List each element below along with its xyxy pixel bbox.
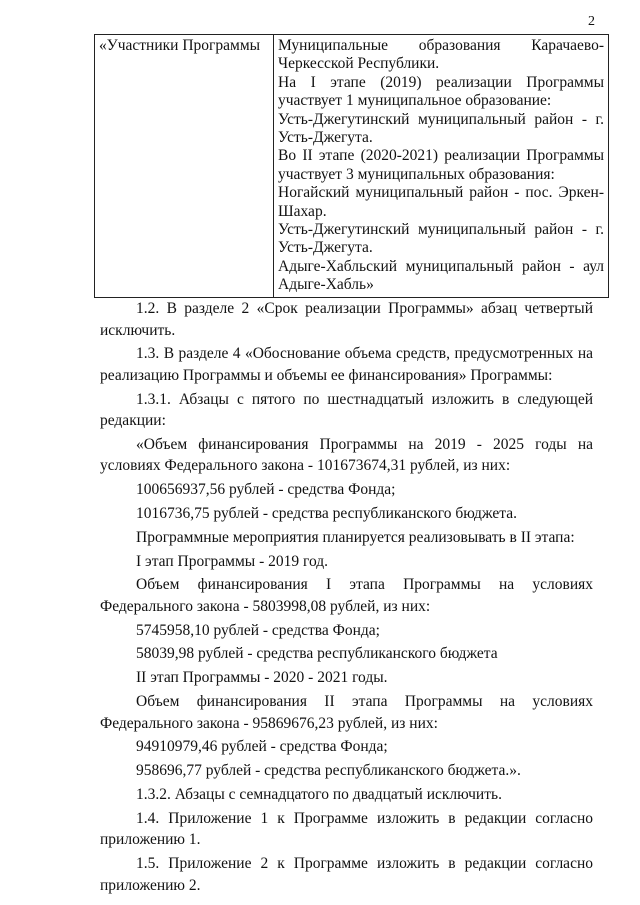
table-line: На I этапе (2019) реализации Программы участвует 1 муниципальное образование: <box>278 73 604 110</box>
page-number: 2 <box>588 14 595 29</box>
paragraph: 1.3.2. Абзацы с семнадцатого по двадцатый исключить. <box>136 785 502 803</box>
document-body <box>100 298 593 898</box>
paragraph: «Объем финансирования Программы на 2019 - 2025 годы на условиях Федерального закона - 101673674,31 рублей, из них: <box>100 435 593 475</box>
table-line: Усть-Джегутинский муниципальный район - г. Усть-Джегута. <box>278 221 604 257</box>
paragraph: 58039,98 рублей - средства республиканского бюджета <box>136 645 498 663</box>
paragraph: 1016736,75 рублей - средства республиканского бюджета. <box>136 504 517 522</box>
paragraph: I этап Программы - 2019 год. <box>136 552 329 570</box>
paragraph: 5745958,10 рублей - средства Фонда; <box>136 621 380 639</box>
paragraph: 100656937,56 рублей - средства Фонда; <box>136 481 396 499</box>
table-line: Адыге-Хабльский муниципальный район - аул Адыге-Хабль» <box>278 257 604 294</box>
paragraph: 1.3. В разделе 4 «Обоснование объема средств, предусмотренных на реализацию Программы и объемы ее финансирования» Программы: <box>100 345 593 384</box>
paragraph: Программные мероприятия планируется реализовывать в II этапа: <box>136 528 575 546</box>
paragraph: 958696,77 рублей - средства республиканского бюджета.». <box>136 762 521 780</box>
table-row <box>95 35 609 298</box>
table-cell-label: «Участники Программы <box>95 35 274 298</box>
paragraph: 1.5. Приложение 2 к Программе изложить в редакции согласно приложению 2. <box>100 855 593 894</box>
paragraph: Объем финансирования II этапа Программы на условиях Федерального закона - 95869676,23 рублей, из них: <box>100 693 593 732</box>
paragraph: 1.2. В разделе 2 «Срок реализации Программы» абзац четвертый исключить. <box>100 300 593 339</box>
table-line: Во II этапе (2020-2021) реализации Программы участвует 3 муниципальных образования: <box>278 147 604 183</box>
paragraph: 94910979,46 рублей - средства Фонда; <box>136 738 388 756</box>
table-cell-content <box>274 35 609 298</box>
table-line: Муниципальные образования Карачаево-Черкесской Республики. <box>278 37 604 73</box>
paragraph: 1.3.1. Абзацы с пятого по шестнадцатый изложить в следующей редакции: <box>100 390 593 430</box>
paragraph: II этап Программы - 2020 - 2021 годы. <box>136 669 388 687</box>
participants-table <box>94 34 609 298</box>
paragraph: 1.4. Приложение 1 к Программе изложить в редакции согласно приложению 1. <box>100 809 593 849</box>
paragraph: Объем финансирования I этапа Программы на условиях Федерального закона - 5803998,08 рублей, из них: <box>100 576 593 615</box>
table-line: Ногайский муниципальный район - пос. Эркен-Шахар. <box>278 184 604 220</box>
table-line: Усть-Джегутинский муниципальный район - г. Усть-Джегута. <box>278 110 604 147</box>
